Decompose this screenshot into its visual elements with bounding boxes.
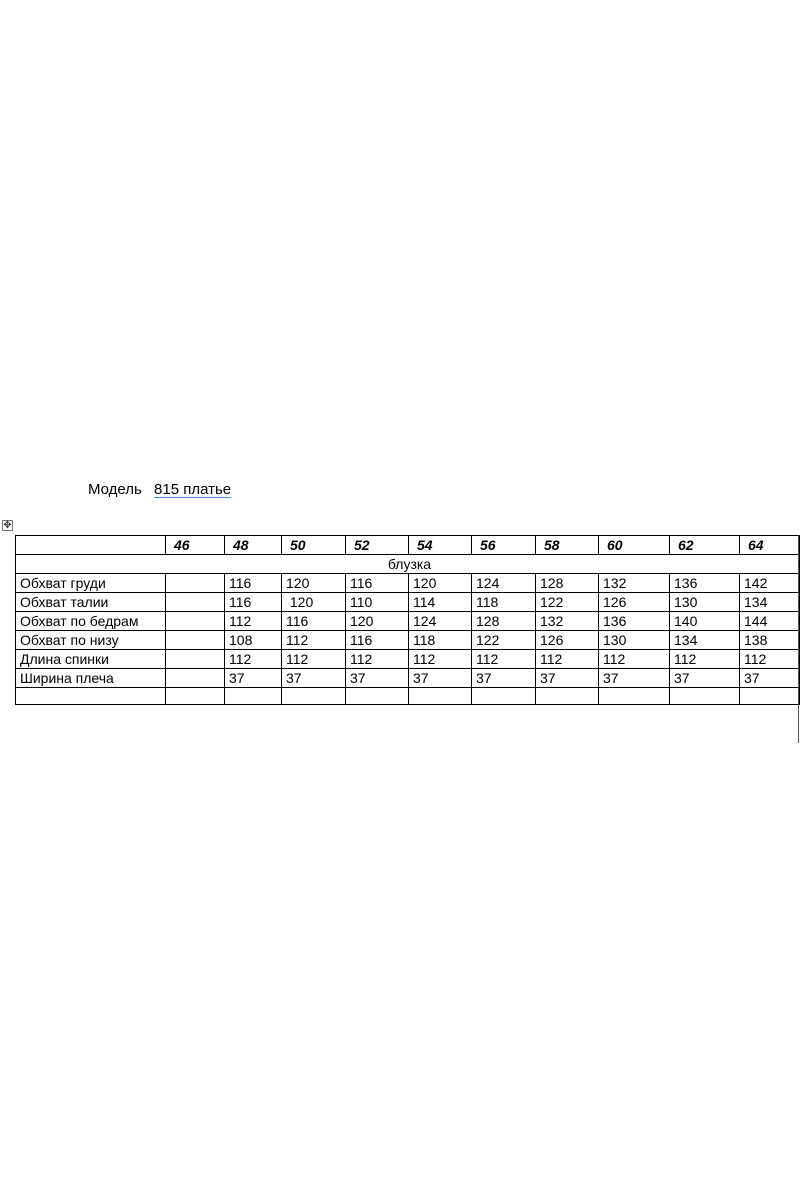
measurement-value: 120 (346, 612, 409, 631)
size-header-cell: 48 (225, 536, 282, 555)
measurement-value: 120 (282, 574, 346, 593)
measurement-value: 132 (599, 574, 670, 593)
measurement-value: 128 (472, 612, 536, 631)
measurement-value (166, 593, 225, 612)
measurement-value: 112 (472, 650, 536, 669)
measurement-value: 124 (409, 612, 472, 631)
table-row (16, 650, 800, 669)
empty-cell (16, 688, 166, 705)
empty-cell (225, 688, 282, 705)
measurement-value: 118 (472, 593, 536, 612)
measurement-value: 136 (599, 612, 670, 631)
table-row (16, 669, 800, 688)
table-row (16, 574, 800, 593)
size-header-cell: 52 (346, 536, 409, 555)
measurement-value: 37 (740, 669, 800, 688)
empty-cell (346, 688, 409, 705)
size-header-cell: 54 (409, 536, 472, 555)
measurement-label: Обхват груди (16, 574, 166, 593)
measurement-value: 37 (409, 669, 472, 688)
size-header-cell: 64 (740, 536, 800, 555)
measurement-value: 37 (536, 669, 599, 688)
empty-cell (599, 688, 670, 705)
measurement-value: 122 (536, 593, 599, 612)
measurement-value: 112 (740, 650, 800, 669)
empty-cell (166, 688, 225, 705)
measurement-value: 144 (740, 612, 800, 631)
empty-cell (670, 688, 740, 705)
measurement-label: Обхват талии (16, 593, 166, 612)
measurement-value: 112 (225, 650, 282, 669)
measurement-value: 134 (740, 593, 800, 612)
measurement-value: 122 (472, 631, 536, 650)
measurement-value: 112 (670, 650, 740, 669)
size-header-cell: 50 (282, 536, 346, 555)
measurement-value: 112 (409, 650, 472, 669)
empty-cell (536, 688, 599, 705)
section-row (16, 555, 800, 574)
measurement-value: 37 (225, 669, 282, 688)
model-value: 815 платье (154, 481, 232, 498)
empty-row (16, 688, 800, 705)
measurement-value: 120 (409, 574, 472, 593)
empty-cell (472, 688, 536, 705)
measurement-value: 136 (670, 574, 740, 593)
page-edge-line (798, 535, 799, 743)
measurement-value: 112 (346, 650, 409, 669)
measurement-value: 112 (599, 650, 670, 669)
model-label: Модель (88, 481, 142, 498)
measurement-value: 110 (346, 593, 409, 612)
table-row (16, 631, 800, 650)
size-header-cell: 62 (670, 536, 740, 555)
measurement-value: 116 (225, 574, 282, 593)
measurement-label: Обхват по низу (16, 631, 166, 650)
measurement-value: 112 (536, 650, 599, 669)
size-header-cell: 60 (599, 536, 670, 555)
measurement-value: 138 (740, 631, 800, 650)
measurement-value: 108 (225, 631, 282, 650)
model-title (88, 481, 231, 498)
measurement-value: 130 (670, 593, 740, 612)
table-move-handle-icon[interactable]: ✥ (3, 520, 12, 531)
measurement-value: 126 (599, 593, 670, 612)
measurement-value: 37 (472, 669, 536, 688)
measurement-value (166, 650, 225, 669)
measurement-value: 142 (740, 574, 800, 593)
measurement-value: 116 (346, 574, 409, 593)
empty-cell (409, 688, 472, 705)
header-corner-cell (16, 536, 166, 555)
empty-cell (282, 688, 346, 705)
measurement-value: 124 (472, 574, 536, 593)
measurement-value: 112 (225, 612, 282, 631)
size-header-cell: 58 (536, 536, 599, 555)
empty-cell (740, 688, 800, 705)
measurement-label: Длина спинки (16, 650, 166, 669)
measurement-value: 37 (282, 669, 346, 688)
measurement-value: 134 (670, 631, 740, 650)
measurement-value: 130 (599, 631, 670, 650)
measurement-value: 37 (346, 669, 409, 688)
measurement-value: 112 (282, 650, 346, 669)
measurement-value: 132 (536, 612, 599, 631)
measurement-label: Обхват по бедрам (16, 612, 166, 631)
measurement-value: 37 (599, 669, 670, 688)
measurement-value: 116 (282, 612, 346, 631)
size-header-row (16, 536, 800, 555)
measurement-value: 120 (282, 593, 346, 612)
measurement-value: 128 (536, 574, 599, 593)
measurement-value (166, 574, 225, 593)
size-table (15, 535, 800, 705)
measurement-value: 37 (670, 669, 740, 688)
size-header-cell: 46 (166, 536, 225, 555)
measurement-value (166, 669, 225, 688)
measurement-value: 114 (409, 593, 472, 612)
measurement-value: 116 (225, 593, 282, 612)
measurement-value: 112 (282, 631, 346, 650)
section-label: блузка (16, 555, 800, 574)
measurement-label: Ширина плеча (16, 669, 166, 688)
table-row (16, 612, 800, 631)
measurement-value: 140 (670, 612, 740, 631)
measurement-value: 118 (409, 631, 472, 650)
measurement-value: 126 (536, 631, 599, 650)
measurement-value: 116 (346, 631, 409, 650)
measurement-value (166, 612, 225, 631)
measurement-value (166, 631, 225, 650)
size-header-cell: 56 (472, 536, 536, 555)
table-row (16, 593, 800, 612)
